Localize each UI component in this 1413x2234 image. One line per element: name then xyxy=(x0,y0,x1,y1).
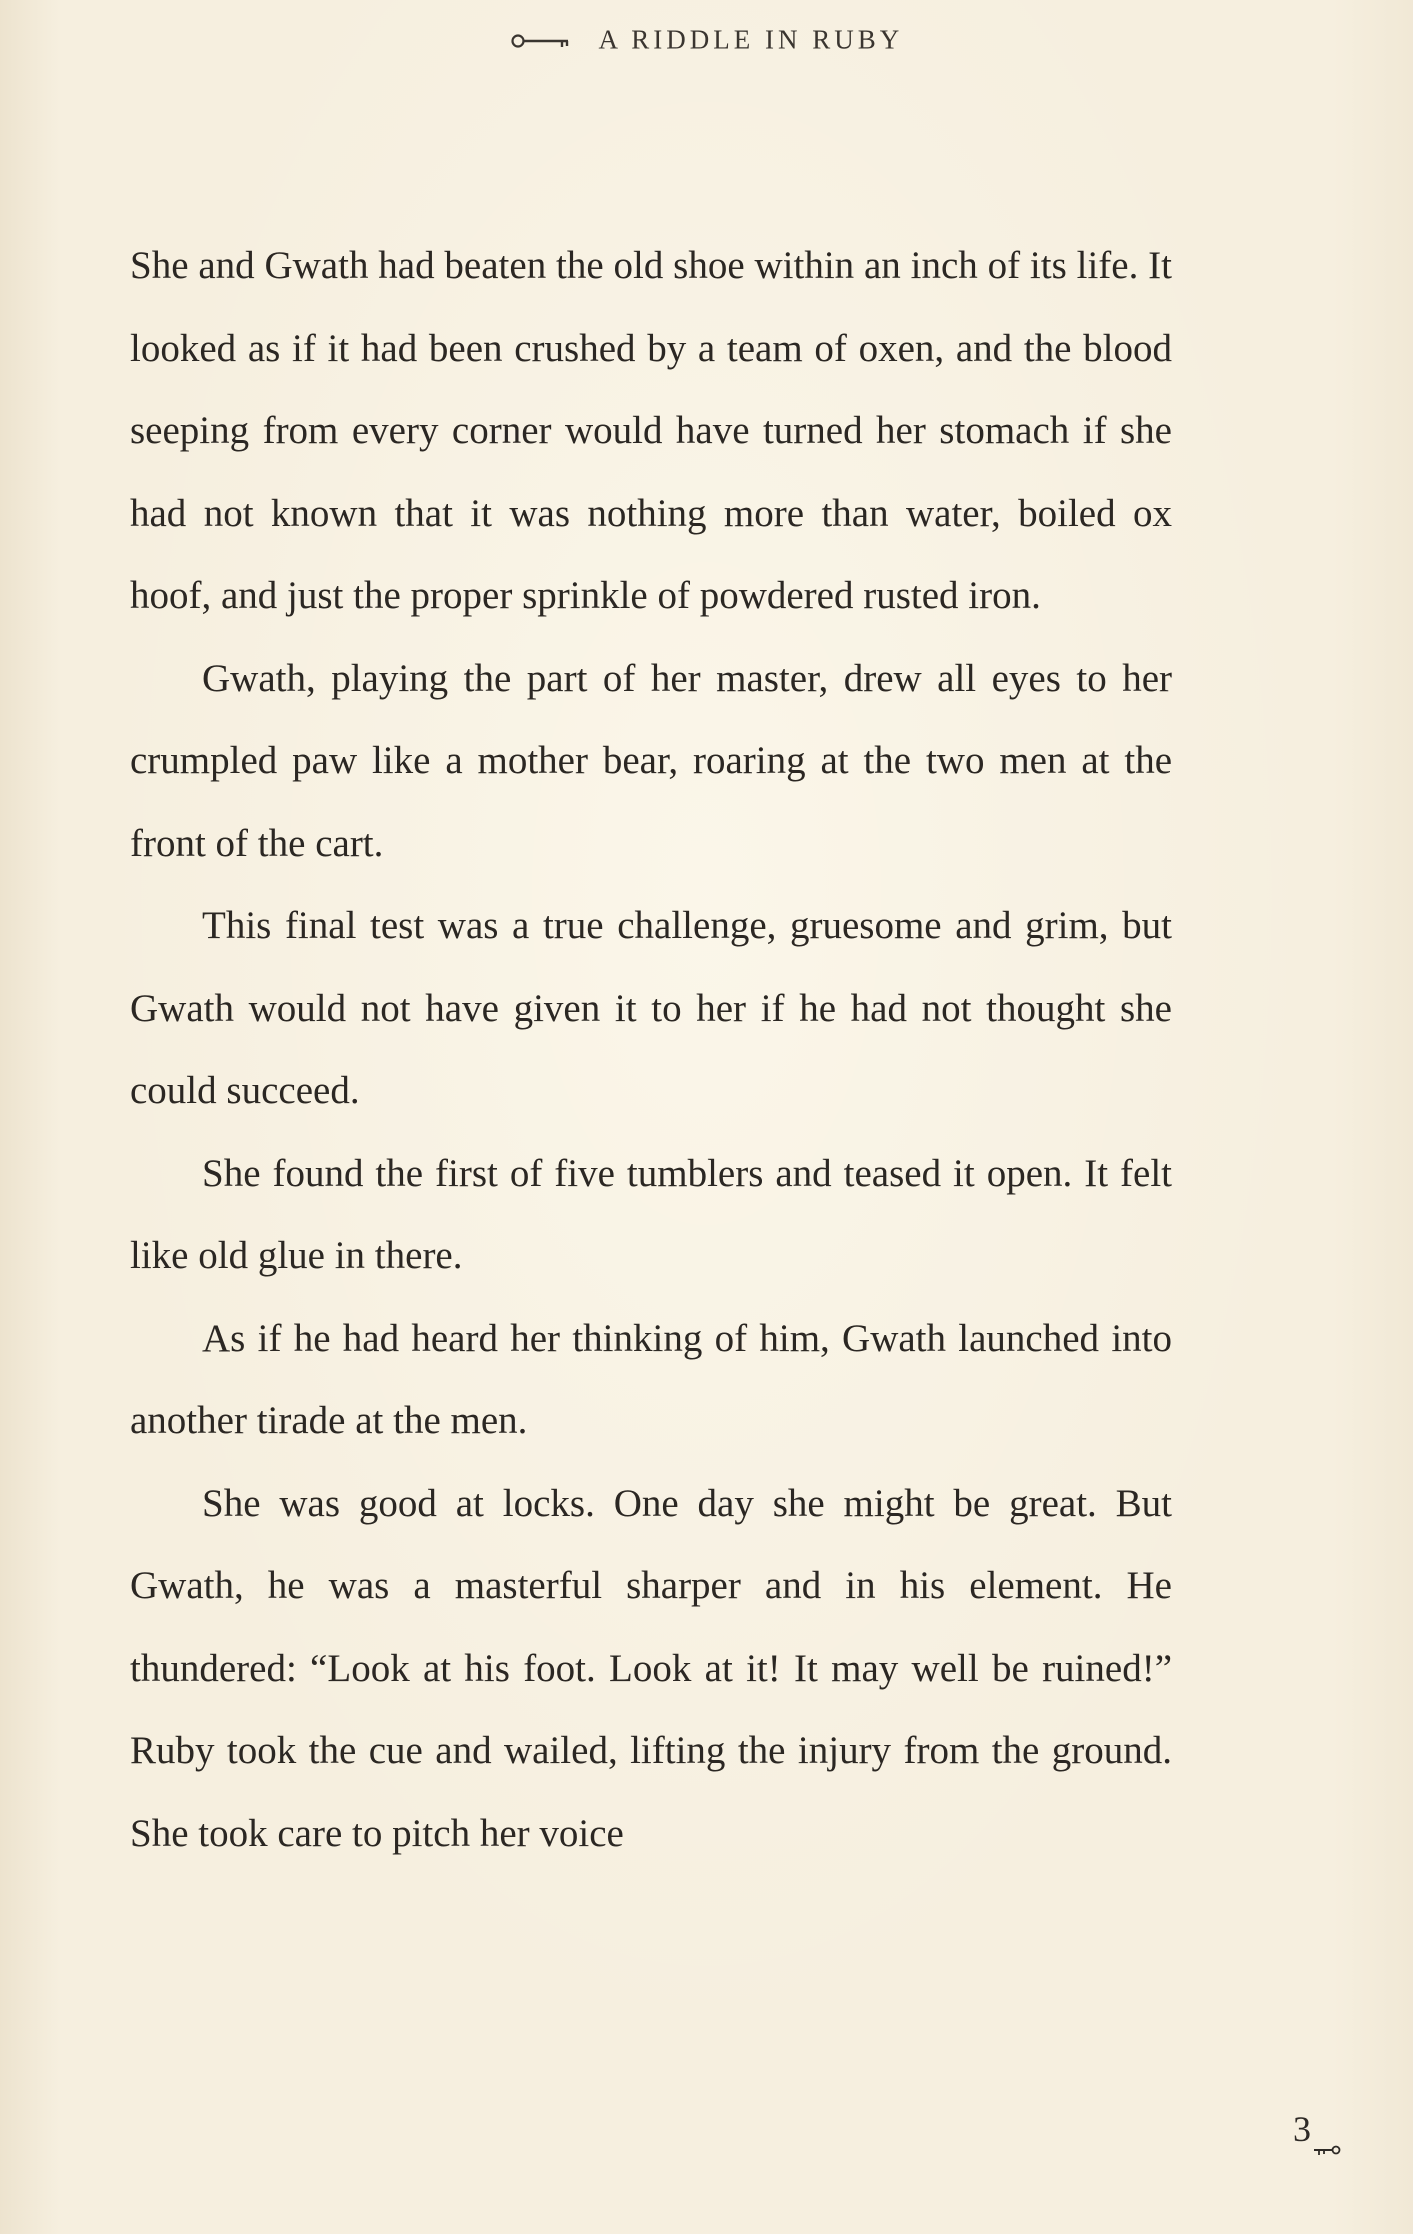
key-ornament-icon xyxy=(1313,2125,1341,2141)
paragraph-1: She and Gwath had beaten the old shoe within an inch of its life. It looked as if it had been crushed by a team of oxen, and the blood seeping from every corner would have turned her stomach if she had not known that it was nothing more than water, boiled ox hoof, and just the proper sprinkle of powdered rusted iron. xyxy=(130,244,1172,617)
paragraph-3: This final test was a true challenge, gruesome and grim, but Gwath would not have given it to her if he had not thought she could succeed. xyxy=(130,904,1172,1112)
paragraph-4: She found the first of five tumblers and teased it open. It felt like old glue in there. xyxy=(130,1151,1172,1277)
page-number xyxy=(1293,2108,1341,2150)
paragraph-5: As if he had heard her thinking of him, Gwath launched into another tirade at the men. xyxy=(130,1316,1172,1442)
paragraph-2: Gwath, playing the part of her master, drew all eyes to her crumpled paw like a mother bear, roaring at the two men at the front of the cart. xyxy=(130,656,1172,865)
page-number-value: 3 xyxy=(1293,2109,1311,2149)
running-head-title: A RIDDLE IN RUBY xyxy=(598,24,904,55)
paragraph-6: She was good at locks. One day she might be great. But Gwath, he was a masterful sharper and in his element. He thundered: “Look at his foot. Look at it! It may well be ruined!” Ruby took the cue and wailed, lifting the injury from the ground. She took care to pitch her voice xyxy=(130,1481,1172,1855)
key-icon xyxy=(510,27,572,47)
running-head xyxy=(0,22,1413,55)
body-text xyxy=(130,225,1172,1875)
